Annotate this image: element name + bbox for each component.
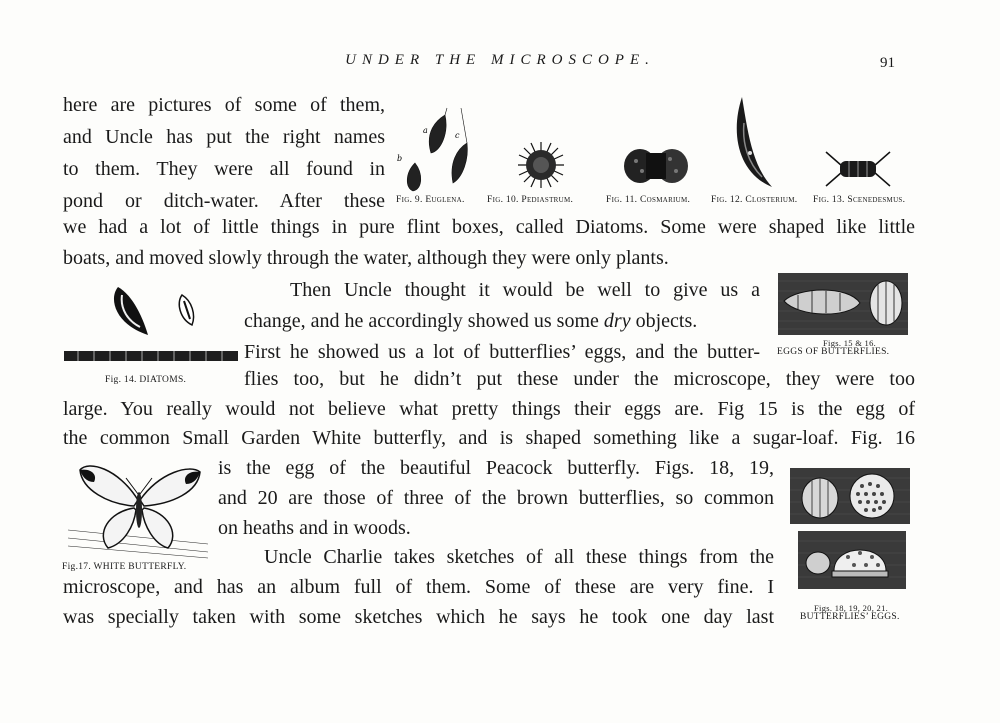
text-line: to them. They were all found in <box>63 158 385 180</box>
text-line: flies too, but he didn’t put these under the microscope, they were too <box>244 368 915 390</box>
text-line: boats, and moved slowly through the water, although they were only plants. <box>63 247 669 269</box>
text-line: change, and he accordingly showed us some dry objects. <box>244 310 698 332</box>
butterfly-eggs-figure <box>778 273 908 335</box>
text-line: the common Small Garden White butterfly, and is shaped something like a sugar-loaf. Fig. 16 <box>63 427 915 449</box>
running-header: UNDER THE MICROSCOPE. <box>345 52 655 68</box>
text-line: Uncle Charlie takes sketches of all these things from the <box>264 546 774 568</box>
butterflies-eggs-figure-lower <box>798 531 906 589</box>
text-line: and Uncle has put the right names <box>63 126 385 148</box>
text-line: First he showed us a lot of butterflies’ eggs, and the butter- <box>244 341 760 363</box>
text-line: pond or ditch-water. After these <box>63 190 385 212</box>
fig12-caption: Fig. 12. Closterium. <box>711 195 798 205</box>
text-line: microscope, and has an album full of them. Some of these are very fine. I <box>63 576 774 598</box>
fig14-caption: Fig. 14. DIATOMS. <box>105 375 187 385</box>
figure-letter: c <box>455 131 460 140</box>
figure-letter: b <box>397 154 403 163</box>
fig11-caption: Fig. 11. Cosmarium. <box>606 195 691 205</box>
white-butterfly-figure <box>68 460 208 560</box>
emphasis: dry <box>603 310 631 332</box>
text-line: large. You really would not believe what pretty things their eggs are. Fig 15 is the egg of <box>63 398 915 420</box>
fig15-16-caption-line1: Figs. 15 & 16. <box>823 338 877 348</box>
scenedesmus-figure <box>822 148 894 190</box>
text-line: Then Uncle thought it would be well to give us a <box>290 279 760 301</box>
pediastrum-figure <box>516 140 566 190</box>
closterium-figure <box>728 93 778 191</box>
butterflies-eggs-figure-upper <box>790 468 910 524</box>
fig15-16-caption-line2: EGGS OF BUTTERFLIES. <box>777 347 890 357</box>
cosmarium-figure <box>622 145 690 187</box>
text-line: here are pictures of some of them, <box>63 94 385 116</box>
text-line: on heaths and in woods. <box>218 517 411 539</box>
text-line: is the egg of the beautiful Peacock butterfly. Figs. 18, 19, <box>218 457 774 479</box>
text-line: was specially taken with some sketches which he says he took one day last <box>63 606 774 628</box>
text-line: and 20 are those of three of the brown butterflies, so common <box>218 487 774 509</box>
euglena-figure <box>395 103 475 193</box>
page-number: 91 <box>880 55 895 71</box>
fig17-caption: Fig.17. WHITE BUTTERFLY. <box>62 562 187 572</box>
fig13-caption: Fig. 13. Scenedesmus. <box>813 195 906 205</box>
fig18-21-caption-line1: Figs. 18, 19, 20, 21. <box>814 603 889 613</box>
text-line: we had a lot of little things in pure flint boxes, called Diatoms. Some were shaped like little <box>63 216 915 238</box>
fig9-caption: Fig. 9. Euglena. <box>396 195 465 205</box>
fig10-caption: Fig. 10. Pediastrum. <box>487 195 574 205</box>
fig18-21-caption-line2: BUTTERFLIES’ EGGS. <box>800 612 900 622</box>
diatoms-figure <box>62 285 240 367</box>
figure-letter: a <box>423 126 428 135</box>
